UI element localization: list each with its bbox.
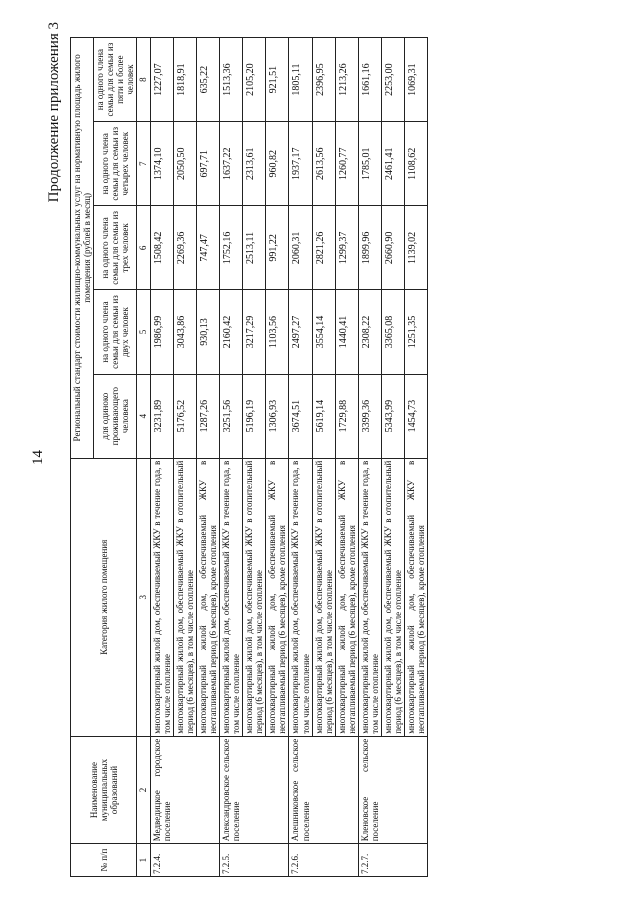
housing-category: многоквартирный жилой дом, обеспечиваемый ЖКУ в отопительный период (6 месяцев), в том числе отопление (243, 458, 266, 736)
cost-value: 1440,41 (335, 290, 358, 374)
housing-category: многоквартирный жилой дом, обеспечиваемый ЖКУ в течение года, в том числе отопление (358, 458, 381, 736)
cost-value: 1299,37 (335, 206, 358, 290)
cost-value: 1508,42 (150, 206, 173, 290)
municipality-name: Алешниковское сельское поселение (289, 736, 358, 844)
column-number: 6 (137, 206, 150, 290)
cost-value: 1637,22 (220, 122, 243, 206)
housing-category: многоквартирный жилой дом, обеспечиваемый ЖКУ в отопительный период (6 месяцев), в том числе отопление (173, 458, 196, 736)
cost-value: 2396,95 (312, 38, 335, 122)
column-number: 2 (137, 736, 150, 844)
cost-value: 2660,90 (382, 206, 405, 290)
cost-value: 930,13 (196, 290, 219, 374)
cost-value: 2160,42 (220, 290, 243, 374)
row-number: 7.2.7. (358, 844, 427, 877)
header-sub-2: на одного члена семьи для семьи из двух человек (94, 290, 137, 374)
municipality-name: Александровское сельское поселение (220, 736, 289, 844)
cost-value: 921,51 (266, 38, 289, 122)
cost-value: 1069,31 (405, 38, 428, 122)
cost-value: 1213,26 (335, 38, 358, 122)
cost-value: 2050,50 (173, 122, 196, 206)
table-row (289, 38, 312, 877)
regional-standard-table (70, 37, 428, 877)
housing-category: многоквартирный жилой дом, обеспечиваемый ЖКУ в течение года, в том числе отопление (220, 458, 243, 736)
cost-value: 1818,91 (173, 38, 196, 122)
cost-value: 2060,31 (289, 206, 312, 290)
cost-value: 2253,00 (382, 38, 405, 122)
cost-value: 3251,56 (220, 374, 243, 458)
cost-value: 1454,73 (405, 374, 428, 458)
cost-value: 1306,93 (266, 374, 289, 458)
cost-value: 747,47 (196, 206, 219, 290)
row-number: 7.2.6. (289, 844, 358, 877)
cost-value: 2497,27 (289, 290, 312, 374)
cost-value: 3217,29 (243, 290, 266, 374)
column-number: 4 (137, 374, 150, 458)
cost-value: 1287,26 (196, 374, 219, 458)
housing-category: многоквартирный жилой дом, обеспечиваемый ЖКУ в течение года, в том числе отопление (150, 458, 173, 736)
housing-category: многоквартирный жилой дом, обеспечиваемый ЖКУ в отопительный период (6 месяцев), в том числе отопление (312, 458, 335, 736)
header-sub-5: на одного члена семьи для семьи из пяти и более человек (94, 38, 137, 122)
cost-value: 3365,08 (382, 290, 405, 374)
cost-value: 1661,16 (358, 38, 381, 122)
header-num: № п/п (71, 844, 137, 877)
cost-value: 3043,86 (173, 290, 196, 374)
header-name: Наименование муниципальных образований (71, 736, 137, 844)
cost-value: 2613,56 (312, 122, 335, 206)
cost-value: 1986,99 (150, 290, 173, 374)
cost-value: 3399,36 (358, 374, 381, 458)
housing-category: многоквартирный жилой дом, обеспечиваемый ЖКУ в отопительный период (6 месяцев), в том числе отопление (382, 458, 405, 736)
cost-value: 1251,35 (405, 290, 428, 374)
cost-value: 960,82 (266, 122, 289, 206)
table-row (220, 38, 243, 877)
column-number: 8 (137, 38, 150, 122)
header-sub-1: для одиноко проживающего человека (94, 374, 137, 458)
cost-value: 1899,96 (358, 206, 381, 290)
table-row (150, 38, 173, 877)
cost-value: 5343,99 (382, 374, 405, 458)
column-number: 3 (137, 458, 150, 736)
cost-value: 1260,77 (335, 122, 358, 206)
cost-value: 5619,14 (312, 374, 335, 458)
cost-value: 2269,36 (173, 206, 196, 290)
header-sub-3: на одного члена семьи для семьи из трех человек (94, 206, 137, 290)
row-number: 7.2.5. (220, 844, 289, 877)
cost-value: 1513,36 (220, 38, 243, 122)
municipality-name: Медведицкое городское поселение (150, 736, 219, 844)
cost-value: 1227,07 (150, 38, 173, 122)
cost-value: 2313,61 (243, 122, 266, 206)
cost-value: 1729,88 (335, 374, 358, 458)
column-number: 5 (137, 290, 150, 374)
cost-value: 1103,56 (266, 290, 289, 374)
cost-value: 3231,89 (150, 374, 173, 458)
cost-value: 991,22 (266, 206, 289, 290)
table-row (358, 38, 381, 877)
cost-value: 697,71 (196, 122, 219, 206)
table-body (150, 38, 428, 877)
housing-category: многоквартирный жилой дом, обеспечиваемый ЖКУ в неотапливаемый период (6 месяцев), кроме отопления (266, 458, 289, 736)
column-number: 1 (137, 844, 150, 877)
cost-value: 2105,20 (243, 38, 266, 122)
cost-value: 5196,19 (243, 374, 266, 458)
cost-value: 1785,01 (358, 122, 381, 206)
header-regional-standard: Региональный стандарт стоимости жилищно-коммунальных услуг на нормативную площадь жилого помещения (рублей в месяц) (71, 38, 94, 459)
header-sub-4: на одного члена семьи для семьи из четырех человек (94, 122, 137, 206)
cost-value: 1108,62 (405, 122, 428, 206)
housing-category: многоквартирный жилой дом, обеспечиваемый ЖКУ в неотапливаемый период (6 месяцев), кроме отопления (196, 458, 219, 736)
cost-value: 3674,51 (289, 374, 312, 458)
cost-value: 1937,17 (289, 122, 312, 206)
cost-value: 1139,02 (405, 206, 428, 290)
row-number: 7.2.4. (150, 844, 219, 877)
cost-value: 1752,16 (220, 206, 243, 290)
column-number: 7 (137, 122, 150, 206)
cost-value: 635,22 (196, 38, 219, 122)
housing-category: многоквартирный жилой дом, обеспечиваемый ЖКУ в неотапливаемый период (6 месяцев), кроме отопления (405, 458, 428, 736)
cost-value: 5176,52 (173, 374, 196, 458)
cost-value: 2461,41 (382, 122, 405, 206)
cost-value: 2513,11 (243, 206, 266, 290)
municipality-name: Кленовское сельское поселение (358, 736, 427, 844)
housing-category: многоквартирный жилой дом, обеспечиваемый ЖКУ в течение года, в том числе отопление (289, 458, 312, 736)
cost-value: 1374,10 (150, 122, 173, 206)
cost-value: 2308,22 (358, 290, 381, 374)
cost-value: 2821,26 (312, 206, 335, 290)
cost-value: 3554,14 (312, 290, 335, 374)
header-category: Категория жилого помещения (71, 458, 137, 736)
housing-category: многоквартирный жилой дом, обеспечиваемый ЖКУ в неотапливаемый период (6 месяцев), кроме отопления (335, 458, 358, 736)
column-number-row (137, 38, 150, 877)
cost-value: 1805,11 (289, 38, 312, 122)
continuation-title: Продолжение приложения 3 (46, 22, 62, 203)
page-number: 14 (30, 450, 46, 465)
